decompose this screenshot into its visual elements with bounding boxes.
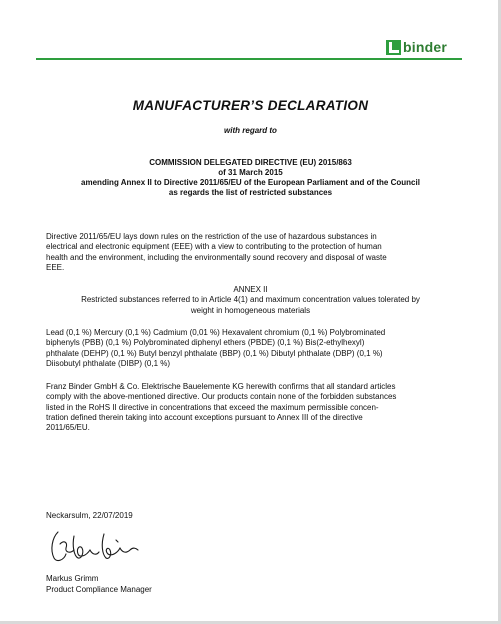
paragraph-line: Lead (0,1 %) Mercury (0,1 %) Cadmium (0,01 %) Hexavalent chromium (0,1 %) Polybrominated [46, 328, 386, 337]
paragraph-line: Franz Binder GmbH & Co. Elektrische Bauelemente KG herewith confirms that all standard articles [46, 382, 396, 391]
paragraph-line: biphenyls (PBB) (0,1 %) Polybrominated diphenyl ethers (PBDE) (0,1 %) Bis(2-ethylhexyl) [46, 338, 365, 348]
paragraph-line: phthalate (DEHP) (0,1 %) Butyl benzyl phthalate (BBP) (0,1 %) Dibutyl phthalate (DBP) (0,1 %) [46, 348, 383, 358]
header-rule [36, 58, 462, 60]
binder-logo-icon [386, 40, 401, 55]
confirmation-paragraph [46, 382, 458, 433]
document-title: MANUFACTURER’S DECLARATION [132, 98, 369, 113]
handwritten-signature [44, 528, 140, 570]
place-date: Neckarsulm, 22/07/2019 [46, 511, 133, 520]
directive-line: of 31 March 2015 [218, 168, 283, 177]
annex-heading [0, 285, 501, 316]
intro-paragraph [46, 232, 458, 273]
paragraph-line: Diisobutyl phthalate (DIBP) (0,1 %) [46, 358, 171, 368]
directive-heading [0, 158, 501, 198]
signer-title: Product Compliance Manager [46, 584, 152, 594]
paragraph-line: listed in the RoHS II directive in concentrations that exceed the maximum permissible concen- [46, 402, 379, 412]
brand-name: binder [403, 38, 447, 55]
paragraph-line: electrical and electronic equipment (EEE) with a view to contributing to the protection of human [46, 242, 382, 252]
document-subtitle: with regard to [224, 126, 277, 135]
annex-title: ANNEX II [233, 285, 268, 294]
annex-line: Restricted substances referred to in Article 4(1) and maximum concentration values tolerated by [81, 295, 420, 305]
paragraph-line: health and the environment, including the environmentally sound recovery and disposal of waste [46, 252, 387, 262]
paragraph-line: EEE. [46, 262, 65, 272]
paragraph-line: comply with the above-mentioned directive. Our products contain none of the forbidden substances [46, 392, 397, 402]
substances-paragraph [46, 328, 458, 369]
directive-line: amending Annex II to Directive 2011/65/EU of the European Parliament and of the Council [81, 178, 420, 187]
signer-name: Markus Grimm [46, 574, 99, 583]
directive-line: as regards the list of restricted substances [168, 188, 333, 197]
paragraph-line: 2011/65/EU. [46, 423, 90, 433]
signer-block [46, 574, 152, 595]
annex-line: weight in homogeneous materials [190, 305, 311, 315]
paragraph-line: Directive 2011/65/EU lays down rules on the restriction of the use of hazardous substances in [46, 232, 377, 241]
paragraph-line: tration defined therein taking into account exceptions pursuant to Annex III of the directive [46, 412, 363, 422]
directive-line: COMMISSION DELEGATED DIRECTIVE (EU) 2015/863 [149, 158, 352, 167]
binder-logo [386, 38, 447, 56]
